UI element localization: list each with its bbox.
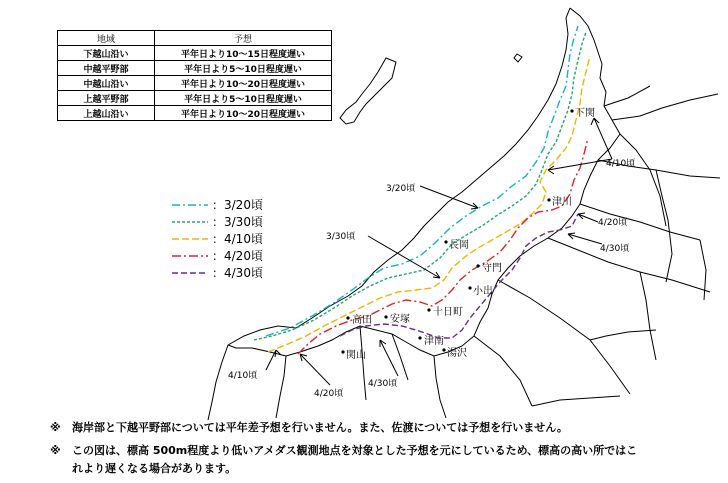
callout-label: 4/10頃 [606, 159, 636, 169]
cell-forecast: 平年日より10～15日程度遅い [155, 46, 332, 61]
city-yuzawa: 湯沢 [447, 348, 467, 359]
city-yasuzuka: 安塚 [390, 314, 410, 325]
legend-label: ：3/30頃 [212, 215, 263, 229]
callout-label: 4/30頃 [368, 379, 398, 389]
city-moriкado: 守門 [482, 263, 502, 274]
coastline [228, 8, 570, 345]
isoline-4-10 [268, 56, 590, 352]
city-shimoseki: 下関 [575, 108, 595, 119]
legend-label: ：4/20頃 [212, 249, 263, 263]
cell-region: 中越山沿い [58, 76, 155, 91]
awashima [514, 54, 522, 62]
callout-label: 3/30頃 [326, 232, 356, 242]
legend-item [172, 213, 263, 230]
callout-label: 4/20頃 [598, 218, 628, 228]
cell-forecast: 平年日より5～10日程度遅い [155, 91, 332, 106]
note-mark: ※ [50, 421, 61, 434]
legend-item [172, 247, 263, 264]
sado-island [340, 58, 396, 124]
city-koide: 小出 [473, 286, 493, 297]
note-2-text: この図は、標高 500m程度より低いアメダス観測地点を対象とした予想を元にしているため、標高の高い所ではこ [72, 444, 638, 457]
callout-label: 4/20頃 [314, 389, 344, 399]
city-tokamachi: 十日町 [433, 307, 463, 318]
legend-label: ：4/30頃 [212, 266, 263, 280]
city-nagaoka: 長岡 [449, 240, 469, 251]
legend-item [172, 264, 263, 281]
cell-region: 下越山沿い [58, 46, 155, 61]
city-tsunan: 津南 [424, 336, 444, 347]
callout-label: 4/10頃 [228, 371, 258, 381]
city-sekiyama: 関山 [346, 350, 366, 361]
note-2-continuation: れより遅くなる場合があります。 [72, 462, 237, 475]
cell-region: 上越平野部 [58, 91, 155, 106]
header-forecast: 予想 [155, 31, 332, 46]
city-takada: 高田 [352, 315, 372, 326]
cell-forecast: 平年日より10～20日程度遅い [155, 106, 332, 121]
legend-item [172, 196, 263, 213]
note-1 [50, 419, 568, 435]
isoline-4-30 [340, 214, 578, 338]
cell-region: 上越山沿い [58, 106, 155, 121]
legend [172, 196, 263, 281]
callout-label: 4/30頃 [600, 244, 630, 254]
callout-label: 3/20頃 [386, 184, 416, 194]
cell-forecast: 平年日より5～10日程度遅い [155, 61, 332, 76]
isoline-4-20 [298, 138, 588, 354]
cell-region: 中越平野部 [58, 61, 155, 76]
note-mark: ※ [50, 444, 61, 457]
legend-label: ：3/20頃 [212, 198, 263, 212]
header-region: 地域 [58, 31, 155, 46]
note-2 [50, 442, 637, 476]
isoline-3-20 [266, 26, 578, 336]
legend-item [172, 230, 263, 247]
city-tsugawa: 津川 [552, 197, 572, 208]
legend-label: ：4/10頃 [212, 232, 263, 246]
cell-forecast: 平年日より10～20日程度遅い [155, 76, 332, 91]
note-1-text: 海岸部と下越平野部については平年差予想を行いません。また、佐渡については予想を行いません。 [72, 421, 568, 434]
